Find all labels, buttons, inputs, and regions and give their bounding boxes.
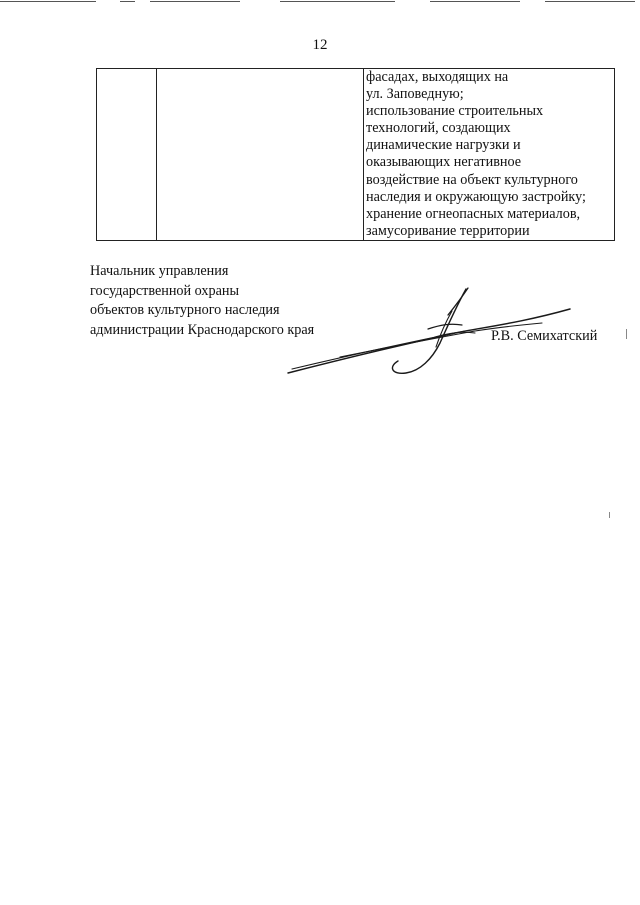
table-cell-number [97, 69, 157, 241]
restriction-text-line: ул. Заповедную; [366, 86, 464, 103]
signer-name: Р.В. Семихатский [491, 328, 598, 344]
table-row [97, 69, 615, 241]
position-title-line: объектов культурного наследия [90, 302, 280, 318]
position-title-line: Начальник управления [90, 263, 229, 279]
scan-speck [626, 329, 627, 339]
restriction-text-line: замусоривание территории [366, 222, 530, 239]
restrictions-table [96, 68, 615, 241]
restriction-text-line: использование строительных [366, 103, 544, 120]
position-title-line: государственной охраны [90, 282, 240, 299]
scan-edge-marks [0, 0, 640, 12]
table-cell-restrictions [364, 69, 615, 241]
restriction-text-line: хранение огнеопасных материалов, [366, 205, 581, 222]
position-title-line: администрации Краснодарского края [90, 321, 315, 338]
restriction-text-line: технологий, создающих [366, 120, 511, 137]
restriction-text-line: оказывающих негативное [366, 154, 522, 171]
scan-speck [609, 512, 610, 518]
table-cell-zone [157, 69, 364, 241]
restriction-text-line: воздействие на объект культурного [366, 171, 578, 188]
restriction-text-line: динамические нагрузки и [366, 137, 521, 154]
restriction-text-line: наследия и окружающую застройку; [366, 188, 586, 205]
restriction-text-line: фасадах, выходящих на [366, 69, 509, 85]
page-number: 12 [312, 37, 328, 53]
